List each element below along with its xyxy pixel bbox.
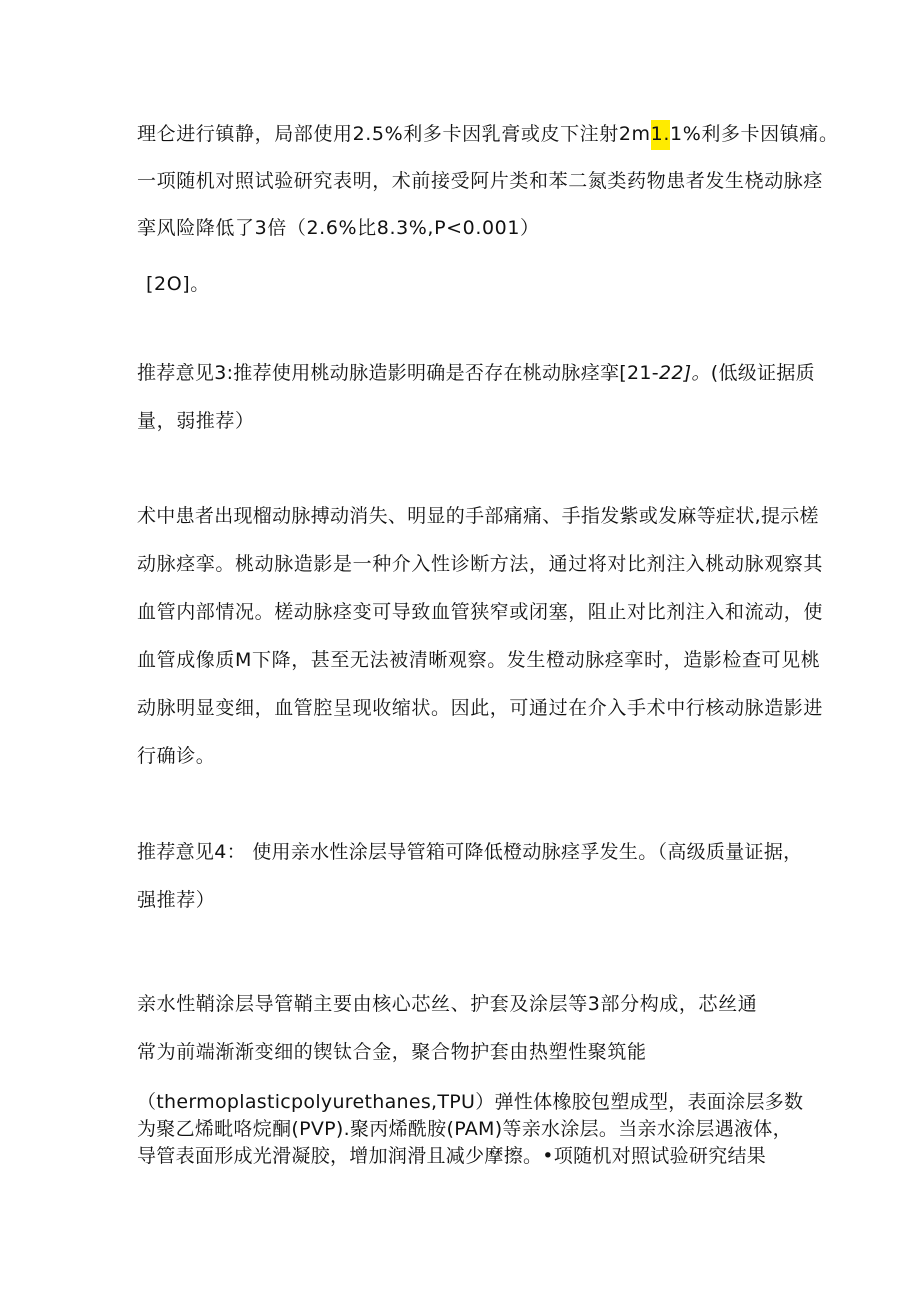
paragraph-3-line-4: 为聚乙烯毗咯烷酮(PVP).聚丙烯酰胺(PAM)等亲水涂层。当亲水涂层遇液体， xyxy=(137,1118,792,1140)
italic-citation: 22]。 xyxy=(658,362,711,384)
citation: [2O]。 xyxy=(146,273,210,295)
paragraph-3-line-1: 亲水性鞘涂层导管鞘主要由核心芯丝、护套及涂层等3部分构成，芯丝通 xyxy=(137,993,758,1015)
recommendation-4-grade: 强推荐） xyxy=(137,889,216,911)
text-segment: 1%利多卡因镇痛。 xyxy=(670,123,839,145)
recommendation-4-heading: 推荐意见4： 使用亲水性涂层导管箱可降低橙动脉痉孚发生。（高级质量证据， xyxy=(137,841,803,863)
paragraph-3-line-2: 常为前端渐渐变细的锲钛合金，聚合物护套由热塑性聚筑能 xyxy=(137,1041,647,1063)
paragraph-3-line-5: 导管表面形成光滑凝胶，增加润滑且减少摩擦。•项随机对照试验研究结果 xyxy=(137,1145,767,1167)
paragraph-2-line-2: 动脉痉挛。桃动脉造影是一种介入性诊断方法，通过将对比剂注入桃动脉观察其 xyxy=(137,553,824,575)
paragraph-2-line-3: 血管内部情况。槎动脉痉变可导致血管狭窄或闭塞，阻止对比剂注入和流动，使 xyxy=(137,601,824,623)
paragraph-2-line-1: 术中患者出现榴动脉搏动消失、明显的手部痛痛、手指发紫或发麻等症状,提示槎 xyxy=(137,505,819,527)
paragraph-1-line-2: 一项随机对照试验研究表明，术前接受阿片类和苯二氮类药物患者发生桡动脉痉 xyxy=(137,170,824,192)
paragraph-3-line-3: （thermoplasticpolyurethanes,TPU）弹性体橡胶包塑成型，表面涂层多数 xyxy=(137,1091,804,1113)
paragraph-2-line-6: 行确诊。 xyxy=(137,745,216,767)
recommendation-3-grade: 量，弱推荐） xyxy=(137,410,255,432)
recommendation-3-heading xyxy=(137,360,815,386)
text-segment: 推荐意见3:推荐使用桃动脉造影明确是否存在桃动脉痉挛[21- xyxy=(137,362,659,384)
paragraph-2-line-5: 动脉明显变细，血管腔呈现收缩状。因此，可通过在介入手术中行核动脉造影进 xyxy=(137,697,824,719)
paragraph-2-line-4: 血管成像质M下降，甚至无法被清晰观察。发生橙动脉痉挛时，造影检查可见桃 xyxy=(137,649,821,671)
paragraph-1-line-3: 挛风险降低了3倍（2.6%比8.3%,P<0.001） xyxy=(137,217,540,239)
text-segment: (低级证据质 xyxy=(710,362,815,384)
text-segment: 理仑进行镇静，局部使用2.5%利多卡因乳膏或皮下注射2m xyxy=(137,123,651,145)
paragraph-1-line-1 xyxy=(137,121,839,147)
highlighted-text: 1. xyxy=(651,120,670,150)
